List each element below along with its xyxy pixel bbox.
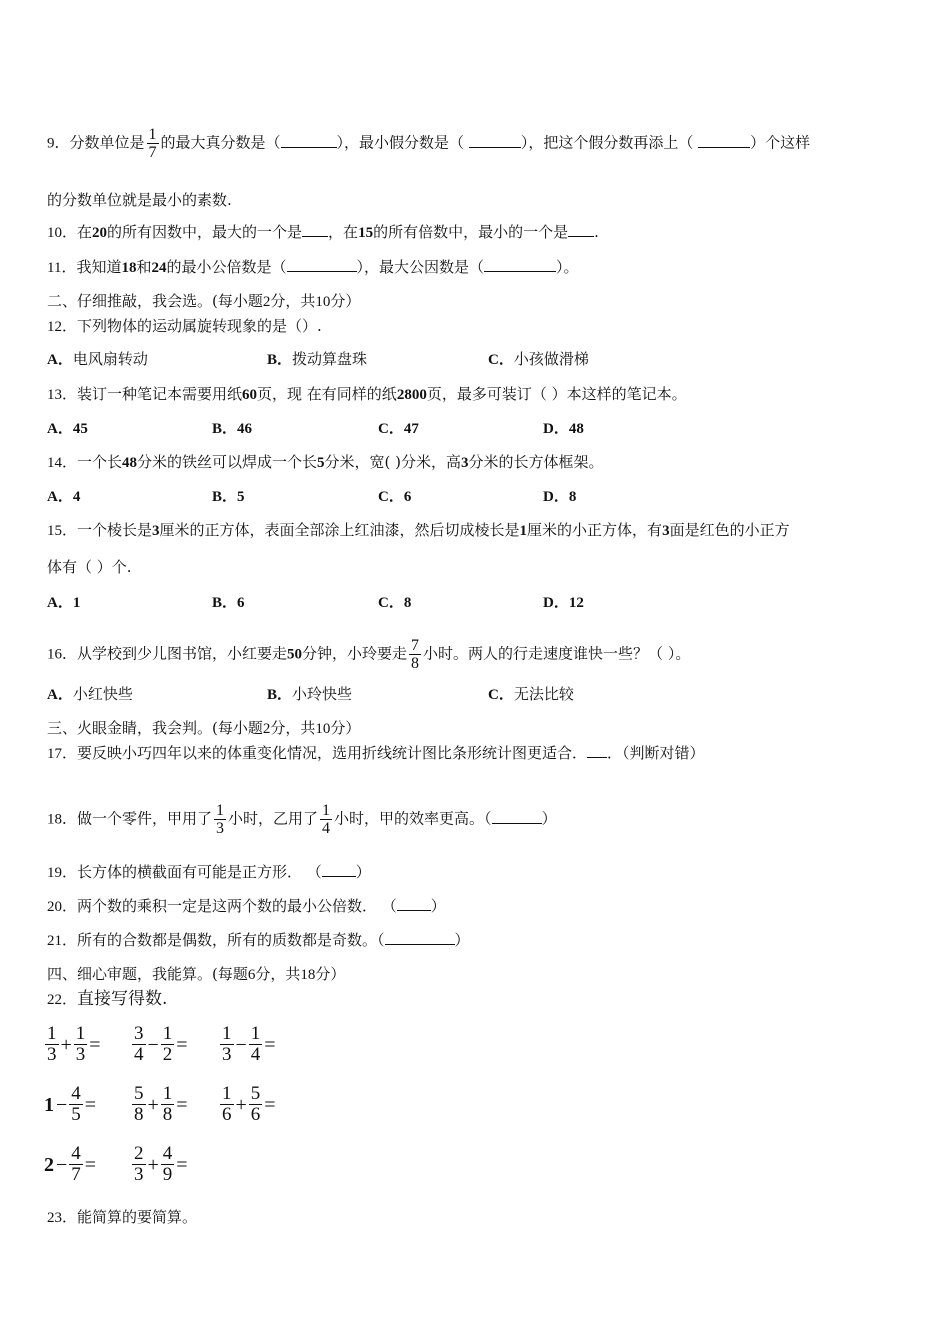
option-b[interactable]: B．拨动算盘珠 — [267, 350, 368, 368]
calc-item: $\frac{3}{4}$ − $\frac{1}{2}$ = — [134, 1023, 188, 1065]
calc-item: $\frac{1}{6}$ + $\frac{5}{6}$ = — [222, 1083, 276, 1125]
question-15-continued: 体有（ ）个. — [47, 558, 132, 576]
question-9-continued: 的分数单位就是最小的素数. — [47, 191, 232, 209]
option-b[interactable]: B．小玲快些 — [267, 685, 353, 703]
answer-blank[interactable] — [287, 257, 357, 272]
option-d[interactable]: D．12 — [543, 595, 584, 611]
question-20: 20．两个数的乘积一定是这两个数的最小公倍数． （ ） — [47, 897, 446, 915]
calc-item: 1 − $\frac{4}{5}$ = — [44, 1083, 97, 1125]
fraction-one-third: $\frac{1}{3}$ — [216, 802, 225, 837]
answer-blank[interactable] — [385, 930, 455, 945]
answer-blank[interactable] — [698, 133, 750, 148]
calc-item: $\frac{5}{8}$ + $\frac{1}{8}$ = — [134, 1083, 188, 1125]
option-b[interactable]: B．46 — [212, 421, 253, 437]
fraction-one-seventh: $\frac{1}{7}$ — [148, 126, 157, 161]
option-d[interactable]: D．48 — [543, 421, 584, 437]
question-9: 9．分数单位是 $\frac{1}{7}$ 的最大真分数是（ ），最小假分数是（ ），把这个假分数再添上（ ）个这样 — [47, 126, 811, 161]
question-19: 19．长方体的横截面有可能是正方形． （ ） — [47, 863, 371, 881]
answer-blank[interactable] — [322, 862, 356, 877]
question-15: 15．一个棱长是3厘米的正方体，表面全部涂上红油漆，然后切成棱长是1厘米的小正方体，有3面是红色的小正方 — [47, 521, 790, 539]
question-10: 10．在20的所有因数中，最大的一个是 ，在15的所有倍数中，最小的一个是 . — [47, 223, 599, 241]
question-21: 21．所有的合数都是偶数，所有的质数都是奇数。（ ） — [47, 931, 470, 949]
answer-blank[interactable] — [302, 222, 328, 237]
option-c[interactable]: C．小孩做滑梯 — [488, 350, 589, 368]
option-a[interactable]: A．小红快些 — [47, 685, 133, 703]
option-c[interactable]: C．6 — [378, 489, 412, 505]
option-b[interactable]: B．5 — [212, 489, 245, 505]
option-a[interactable]: A．4 — [47, 489, 81, 505]
section-2-title: 二、仔细推敲，我会选。(每小题2分，共10分） — [47, 292, 361, 310]
option-c[interactable]: C．无法比较 — [488, 685, 574, 703]
option-c[interactable]: C．47 — [378, 421, 419, 437]
answer-blank[interactable] — [397, 896, 431, 911]
answer-blank[interactable] — [568, 222, 594, 237]
question-12: 12．下列物体的运动属旋转现象的是（）. — [47, 317, 322, 335]
fraction-one-fourth: $\frac{1}{4}$ — [322, 802, 331, 837]
answer-blank[interactable] — [492, 809, 542, 824]
option-a[interactable]: A．1 — [47, 595, 81, 611]
calc-item: $\frac{1}{3}$ + $\frac{1}{3}$ = — [47, 1023, 101, 1065]
question-17: 17．要反映小巧四年以来的体重变化情况，选用折线统计图比条形统计图更适合． ．（判断对错） — [47, 744, 705, 762]
question-23: 23．能简算的要简算。 — [47, 1208, 198, 1226]
fraction-seven-eighths: $\frac{7}{8}$ — [411, 637, 420, 672]
section-4-title: 四、细心审题，我能算。(每题6分，共18分） — [47, 965, 346, 983]
option-d[interactable]: D．8 — [543, 489, 577, 505]
option-c[interactable]: C．8 — [378, 595, 412, 611]
calc-item: $\frac{1}{3}$ − $\frac{1}{4}$ = — [222, 1023, 276, 1065]
question-number: 9． — [47, 135, 70, 152]
answer-blank[interactable] — [587, 743, 607, 758]
question-14: 14．一个长48分米的铁丝可以焊成一个长5分米，宽( )分米，高3分米的长方体框架。 — [47, 453, 604, 471]
option-a[interactable]: A．电风扇转动 — [47, 350, 148, 368]
option-a[interactable]: A．45 — [47, 421, 88, 437]
answer-blank[interactable] — [469, 133, 521, 148]
answer-blank[interactable] — [484, 257, 556, 272]
option-b[interactable]: B．6 — [212, 595, 245, 611]
question-18: 18．做一个零件，甲用了 $\frac{1}{3}$ 小时，乙用了 $\frac{1}{4}$ 小时，甲的效率更高。（ ） — [47, 802, 557, 837]
calc-item: 2 − $\frac{4}{7}$ = — [44, 1143, 97, 1185]
question-16: 16．从学校到少儿图书馆，小红要走50分钟，小玲要走 $\frac{7}{8}$ 小时。两人的行走速度谁快一些？（ ）。 — [47, 637, 691, 672]
section-3-title: 三、火眼金睛，我会判。(每小题2分，共10分） — [47, 719, 361, 737]
question-13: 13．装订一种笔记本需要用纸60页，现 在有同样的纸2800页，最多可装订（ ）本这样的笔记本。 — [47, 385, 687, 403]
answer-blank[interactable] — [281, 133, 337, 148]
calc-item: $\frac{2}{3}$ + $\frac{4}{9}$ = — [134, 1143, 188, 1185]
question-11: 11．我知道18和24的最小公倍数是（ ），最大公因数是（ ）。 — [47, 258, 579, 276]
question-22: 22．直接写得数. — [47, 989, 168, 1009]
